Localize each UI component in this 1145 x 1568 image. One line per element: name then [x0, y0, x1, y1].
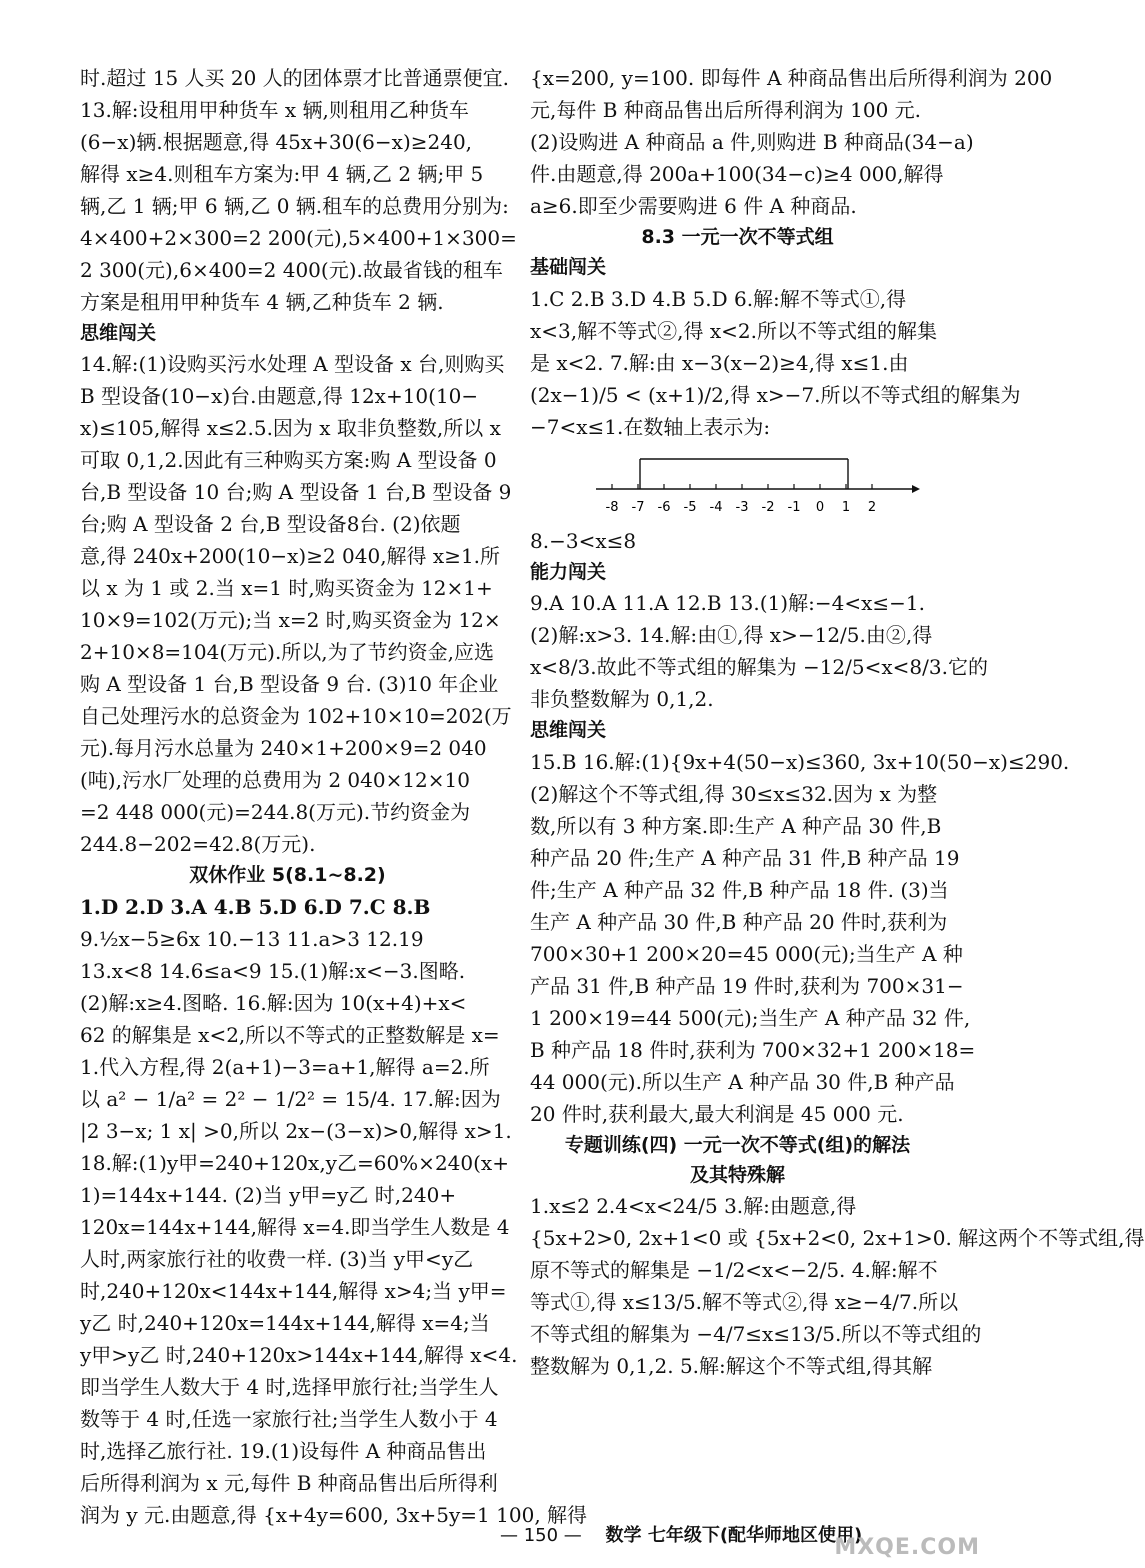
text-line: −7<x≤1.在数轴上表示为:	[530, 414, 771, 439]
text-line: 原不等式的解集是 −1/2<x<−2/5. 4.解:解不	[530, 1258, 938, 1283]
number-line-diagram	[530, 449, 945, 521]
text-line: x<3,解不等式②,得 x<2.所以不等式组的解集	[530, 318, 937, 343]
text-line: 120x=144x+144,解得 x=4.即当学生人数是 4	[80, 1214, 510, 1239]
book-title: 数学 七年级下(配华师地区使用)	[605, 1525, 863, 1546]
text-line: 时.超过 15 人买 20 人的团体票才比普通票便宜.	[80, 66, 510, 90]
text-line: 以 a² − 1/a² = 2² − 1/2² = 15/4. 17.解:因为	[80, 1086, 501, 1111]
section-heading: 思维闯关	[530, 719, 607, 742]
tick-label: 1	[841, 499, 851, 515]
tick-label: -7	[631, 499, 645, 515]
text-line: 台,B 型设备 10 台;购 A 型设备 1 台,B 型设备 9	[80, 480, 512, 505]
text-line: a≥6.即至少需要购进 6 件 A 种商品.	[530, 194, 857, 218]
text-line: 可取 0,1,2.因此有三种购买方案:购 A 型设备 0	[80, 448, 497, 473]
text-line: 4×400+2×300=2 200(元),5×400+1×300=	[80, 226, 517, 250]
section-heading: 基础闯关	[530, 256, 607, 279]
text-line: 人时,两家旅行社的收费一样. (3)当 y甲<y乙	[80, 1246, 474, 1271]
page-footer	[500, 1521, 862, 1547]
text-line: 是 x<2. 7.解:由 x−3(x−2)≥4,得 x≤1.由	[530, 350, 909, 375]
text-line: (吨),污水厂处理的总费用为 2 040×12×10	[80, 768, 470, 793]
text-line: B 种产品 18 件时,获利为 700×32+1 200×18=	[530, 1037, 976, 1062]
text-line: 15.B 16.解:(1){9x+4(50−x)≤360, 3x+10(50−x)≤290.	[530, 749, 1070, 774]
section-heading: 思维闯关	[80, 322, 157, 344]
tick-label: -3	[735, 499, 749, 515]
text-line: 生产 A 种产品 30 件,B 种产品 20 件时,获利为	[530, 909, 948, 934]
text-line: 意,得 240x+200(10−x)≥2 040,解得 x≥1.所	[80, 544, 501, 569]
text-line: 方案是租用甲种货车 4 辆,乙种货车 2 辆.	[80, 290, 444, 314]
text-line: 数,所以有 3 种方案.即:生产 A 种产品 30 件,B	[530, 813, 942, 838]
text-line: =2 448 000(元)=244.8(万元).节约资金为	[80, 800, 471, 825]
text-line: 元).每月污水总量为 240×1+200×9=2 040	[80, 736, 487, 761]
text-line: 即当学生人数大于 4 时,选择甲旅行社;当学生人	[80, 1374, 499, 1399]
text-line: 非负整数解为 0,1,2.	[530, 687, 714, 712]
text-line: 1 200×19=44 500(元);当生产 A 种产品 32 件,	[530, 1005, 971, 1030]
text-line: 62 的解集是 x<2,所以不等式的正整数解是 x=	[80, 1022, 500, 1047]
text-line: 1.代入方程,得 2(a+1)−3=a+1,解得 a=2.所	[80, 1054, 490, 1079]
section-heading: 能力闯关	[530, 560, 607, 583]
arrow-head-icon	[912, 485, 920, 493]
text-line: (2)设购进 A 种商品 a 件,则购进 B 种商品(34−a)	[530, 130, 974, 154]
text-line: (2)解这个不等式组,得 30≤x≤32.因为 x 为整	[530, 781, 938, 806]
watermark-logo: MXQE.COM	[834, 1535, 980, 1560]
text-line: 13.x<8 14.6≤a<9 15.(1)解:x<−3.图略.	[80, 958, 466, 983]
section-heading: 专题训练(四) 一元一次不等式(组)的解法	[564, 1133, 911, 1156]
section-heading: 双休作业 5(8.1~8.2)	[189, 864, 386, 887]
text-line: 件.由题意,得 200a+100(34−c)≥4 000,解得	[530, 162, 944, 186]
tick-label: 0	[815, 499, 825, 515]
text-line: 元,每件 B 种商品售出后所得利润为 100 元.	[530, 98, 922, 122]
text-line: (2)解:x≥4.图略. 16.解:因为 10(x+4)+x<	[80, 990, 467, 1015]
text-line: 产品 31 件,B 种产品 19 件时,获利为 700×31−	[530, 973, 964, 998]
text-line: 1)=144x+144. (2)当 y甲=y乙 时,240+	[80, 1182, 457, 1207]
text-line: 244.8−202=42.8(万元).	[80, 832, 316, 857]
number-line-svg	[590, 449, 920, 521]
text-line: 9.½x−5≥6x 10.−13 11.a>3 12.19	[80, 926, 424, 951]
tick-label: 2	[867, 499, 877, 515]
tick-label: -4	[709, 499, 723, 515]
text-line: {5x+2>0, 2x+1<0 或 {5x+2<0, 2x+1>0. 解这两个不等式组,得	[530, 1226, 1145, 1251]
text-line: 数等于 4 时,任选一家旅行社;当学生人数小于 4	[80, 1406, 498, 1431]
text-line: 辆,乙 1 辆;甲 6 辆,乙 0 辆.租车的总费用分别为:	[80, 194, 509, 218]
text-line: 700×30+1 200×20=45 000(元);当生产 A 种	[530, 941, 963, 966]
text-line: 9.A 10.A 11.A 12.B 13.(1)解:−4<x≤−1.	[530, 591, 925, 616]
text-line: 润为 y 元.由题意,得 {x+4y=600, 3x+5y=1 100, 解得	[80, 1502, 588, 1527]
text-line: 件;生产 A 种产品 32 件,B 种产品 18 件. (3)当	[530, 877, 949, 902]
text-line: {x=200, y=100. 即每件 A 种商品售出后所得利润为 200	[530, 66, 1053, 90]
text-line: 8.−3<x≤8	[530, 528, 637, 553]
text-line: x)≤105,解得 x≤2.5.因为 x 取非负整数,所以 x	[80, 416, 501, 441]
text-line: 13.解:设租用甲种货车 x 辆,则租用乙种货车	[80, 98, 469, 122]
text-line: 2 300(元),6×400=2 400(元).故最省钱的租车	[80, 258, 503, 282]
text-line: x<8/3.故此不等式组的解集为 −12/5<x<8/3.它的	[530, 655, 988, 680]
text-line: (2)解:x>3. 14.解:由①,得 x>−12/5.由②,得	[530, 623, 933, 648]
text-line: 等式①,得 x≤13/5.解不等式②,得 x≥−4/7.所以	[530, 1290, 959, 1315]
section-heading: 8.3 一元一次不等式组	[641, 226, 834, 248]
text-line: 解得 x≥4.则租车方案为:甲 4 辆,乙 2 辆;甲 5	[80, 162, 484, 186]
text-line: 自己处理污水的总资金为 102+10×10=202(万	[80, 704, 512, 729]
text-line: 14.解:(1)设购买污水处理 A 型设备 x 台,则购买	[80, 352, 505, 377]
tick-label: -8	[605, 499, 619, 515]
text-line: 种产品 20 件;生产 A 种产品 31 件,B 种产品 19	[530, 845, 960, 870]
right-column	[530, 62, 1145, 1382]
text-line: 44 000(元).所以生产 A 种产品 30 件,B 种产品	[530, 1069, 955, 1094]
text-line: 10×9=102(万元);当 x=2 时,购买资金为 12×	[80, 608, 501, 633]
text-line: y甲>y乙 时,240+120x>144x+144,解得 x<4.	[80, 1342, 518, 1367]
tick-label: -2	[761, 499, 775, 515]
text-line: 1.C 2.B 3.D 4.B 5.D 6.解:解不等式①,得	[530, 286, 907, 311]
text-line: 后所得利润为 x 元,每件 B 种商品售出后所得利	[80, 1470, 498, 1495]
text-line: 购 A 型设备 1 台,B 型设备 9 台. (3)10 年企业	[80, 672, 499, 697]
text-line: (6−x)辆.根据题意,得 45x+30(6−x)≥240,	[80, 130, 473, 154]
text-line: 整数解为 0,1,2. 5.解:解这个不等式组,得其解	[530, 1354, 933, 1379]
text-line: 时,240+120x<144x+144,解得 x>4;当 y甲=	[80, 1278, 507, 1303]
text-line: (2x−1)/5 < (x+1)/2,得 x>−7.所以不等式组的解集为	[530, 382, 1021, 407]
text-line: 不等式组的解集为 −4/7≤x≤13/5.所以不等式组的	[530, 1322, 982, 1347]
section-heading: 及其特殊解	[689, 1163, 785, 1186]
text-line: 18.解:(1)y甲=240+120x,y乙=60%×240(x+	[80, 1150, 509, 1175]
text-line: 20 件时,获利最大,最大利润是 45 000 元.	[530, 1101, 904, 1126]
tick-label: -1	[787, 499, 801, 515]
tick-label: -5	[683, 499, 697, 515]
text-line: 2+10×8=104(万元).所以,为了节约资金,应选	[80, 640, 495, 665]
text-line: 以 x 为 1 或 2.当 x=1 时,购买资金为 12×1+	[80, 576, 493, 601]
text-line: y乙 时,240+120x=144x+144,解得 x=4;当	[80, 1310, 490, 1335]
text-line: 1.x≤2 2.4<x<24/5 3.解:由题意,得	[530, 1194, 857, 1219]
tick-label: -6	[657, 499, 671, 515]
text-line: 台;购 A 型设备 2 台,B 型设备8台. (2)依题	[80, 512, 461, 537]
text-line: |2 3−x; 1 x| >0,所以 2x−(3−x)>0,解得 x>1.	[80, 1118, 512, 1143]
text-line: 时,选择乙旅行社. 19.(1)设每件 A 种商品售出	[80, 1438, 487, 1463]
page-number: — 150 —	[500, 1525, 582, 1546]
answer-line: 1.D 2.D 3.A 4.B 5.D 6.D 7.C 8.B	[80, 894, 431, 919]
text-line: B 型设备(10−x)台.由题意,得 12x+10(10−	[80, 384, 479, 409]
